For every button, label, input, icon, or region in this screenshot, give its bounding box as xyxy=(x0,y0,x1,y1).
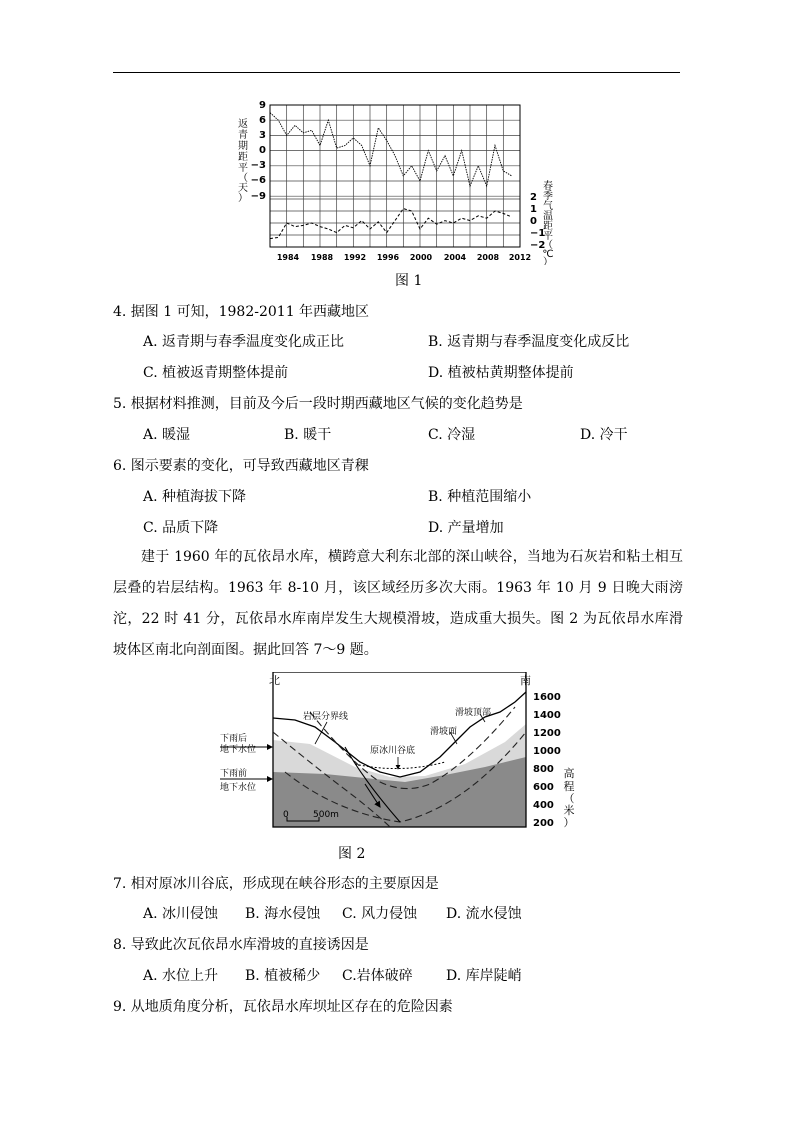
scale-length: 500m xyxy=(313,810,339,820)
q5-option-c[interactable]: C. 冷湿 xyxy=(428,427,476,443)
svg-text:距: 距 xyxy=(543,221,553,232)
south-label: 南 xyxy=(520,674,531,687)
figure-1-caption: 图 1 xyxy=(395,273,423,289)
left-tick: 6 xyxy=(259,115,266,126)
svg-text:米: 米 xyxy=(563,804,575,817)
figure-2-profile xyxy=(215,672,580,832)
q7-option-a[interactable]: A. 冰川侵蚀 xyxy=(143,906,219,922)
elev-tick: 600 xyxy=(533,782,554,793)
x-tick: 2008 xyxy=(476,253,500,262)
slide-top-label: 滑坡顶部 xyxy=(455,708,492,718)
q9-stem: 9. 从地质角度分析，瓦依昂水库坝址区存在的危险因素 xyxy=(113,999,453,1015)
left-axis-label xyxy=(238,118,248,204)
svg-text:期: 期 xyxy=(238,141,248,152)
q6-option-b[interactable]: B. 种植范围缩小 xyxy=(428,489,532,505)
right-tick: 2 xyxy=(530,192,537,203)
q5-option-b[interactable]: B. 暖干 xyxy=(284,427,332,443)
svg-text:℃: ℃ xyxy=(542,249,554,260)
series-greenup-anomaly xyxy=(270,113,512,187)
q7-option-b[interactable]: B. 海水侵蚀 xyxy=(245,906,321,922)
x-tick: 1984 xyxy=(276,253,300,262)
elev-tick: 800 xyxy=(533,764,554,775)
q6-stem: 6. 图示要素的变化，可导致西藏地区青稞 xyxy=(113,458,369,474)
right-tick: −2 xyxy=(530,240,546,251)
after-rain-label-1: 下雨后 xyxy=(220,734,248,744)
right-axis-label xyxy=(542,179,553,265)
q7-option-d[interactable]: D. 流水侵蚀 xyxy=(446,906,522,922)
old-valley-label: 原冰川谷底 xyxy=(370,746,416,756)
elev-tick: 1000 xyxy=(533,746,561,757)
svg-text:气: 气 xyxy=(543,201,553,212)
elevation-axis-label xyxy=(564,766,575,829)
q8-stem: 8. 导致此次瓦依昂水库滑坡的直接诱因是 xyxy=(113,937,369,953)
right-tick: −1 xyxy=(530,228,546,239)
left-tick: −6 xyxy=(250,175,266,186)
left-tick: 0 xyxy=(259,145,266,156)
q6-option-c[interactable]: C. 品质下降 xyxy=(143,520,219,536)
q5-stem: 5. 根据材料推测，目前及今后一段时期西藏地区气候的变化趋势是 xyxy=(113,396,523,412)
elev-tick: 1600 xyxy=(533,692,561,703)
q4-option-a[interactable]: A. 返青期与春季温度变化成正比 xyxy=(143,334,345,350)
before-rain-label-2: 地下水位 xyxy=(220,783,257,793)
q8-option-d[interactable]: D. 库岸陡峭 xyxy=(446,968,522,984)
x-tick: 1992 xyxy=(343,253,367,262)
q4-option-b[interactable]: B. 返青期与春季温度变化成反比 xyxy=(428,334,630,350)
q4-option-d[interactable]: D. 植被枯黄期整体提前 xyxy=(428,365,574,381)
layer-boundary-label: 岩层分界线 xyxy=(303,712,349,722)
svg-text:）: ） xyxy=(543,257,553,265)
q7-option-c[interactable]: C. 风力侵蚀 xyxy=(342,906,418,922)
x-tick: 1988 xyxy=(310,253,334,262)
svg-text:天: 天 xyxy=(238,183,248,194)
svg-text:青: 青 xyxy=(238,130,248,141)
svg-text:（: （ xyxy=(238,173,248,184)
x-tick: 2012 xyxy=(508,253,532,262)
elev-tick: 1400 xyxy=(533,710,561,721)
svg-text:程: 程 xyxy=(563,780,575,793)
svg-text:温: 温 xyxy=(543,211,553,222)
figure-2-caption: 图 2 xyxy=(338,846,366,862)
svg-text:（: （ xyxy=(563,792,575,805)
q6-option-a[interactable]: A. 种植海拔下降 xyxy=(143,489,247,505)
elev-tick: 1200 xyxy=(533,728,561,739)
elev-tick: 200 xyxy=(533,818,554,829)
north-label: 北 xyxy=(269,674,280,687)
right-tick: 0 xyxy=(530,216,537,227)
q4-option-c[interactable]: C. 植被返青期整体提前 xyxy=(143,365,289,381)
q8-option-b[interactable]: B. 植被稀少 xyxy=(245,968,321,984)
scale-zero: 0 xyxy=(283,810,289,820)
svg-text:季: 季 xyxy=(543,191,553,202)
q5-option-d[interactable]: D. 冷干 xyxy=(580,427,628,443)
q7-stem: 7. 相对原冰川谷底，形成现在峡谷形态的主要原因是 xyxy=(113,876,439,892)
svg-text:高: 高 xyxy=(563,767,575,780)
reading-passage: 建于 1960 年的瓦依昂水库，横跨意大利东北部的深山峡谷，当地为石灰岩和粘土相互层叠的岩层结构。1963 年 8-10 月，该区域经历多次大雨。1963 年 10 月 9 日晚大雨滂沱，22 时 41 分，瓦依昂水库南岸发生大规模滑坡，造成重大损失。图 2 为瓦依昂水库滑坡体区南北向剖面图。据此回答 7～9 题。 xyxy=(113,549,683,658)
elev-tick: 400 xyxy=(533,800,554,811)
left-tick: 9 xyxy=(259,100,266,111)
before-rain-label-1: 下雨前 xyxy=(220,769,248,779)
q8-option-a[interactable]: A. 水位上升 xyxy=(143,968,219,984)
header-rule xyxy=(113,72,680,73)
after-rain-label-2: 地下水位 xyxy=(220,745,257,755)
q6-option-d[interactable]: D. 产量增加 xyxy=(428,520,504,536)
series-spring-temp-anomaly xyxy=(270,209,512,239)
svg-text:（: （ xyxy=(543,240,553,251)
x-tick: 1996 xyxy=(376,253,400,262)
x-tick: 2004 xyxy=(443,253,467,262)
left-tick: −9 xyxy=(250,191,266,202)
q5-option-a[interactable]: A. 暖湿 xyxy=(143,427,191,443)
svg-text:平: 平 xyxy=(543,231,553,242)
svg-text:距: 距 xyxy=(238,152,248,163)
right-tick: 1 xyxy=(530,204,537,215)
svg-text:）: ） xyxy=(563,816,575,829)
svg-text:春: 春 xyxy=(543,181,553,192)
svg-text:返: 返 xyxy=(238,119,248,130)
q4-stem: 4. 据图 1 可知，1982-2011 年西藏地区 xyxy=(113,304,370,320)
svg-text:）: ） xyxy=(238,193,248,204)
q8-option-c[interactable]: C.岩体破碎 xyxy=(342,968,413,984)
left-tick: −3 xyxy=(250,160,266,171)
figure-1-chart xyxy=(230,95,570,265)
slide-surface-label: 滑坡面 xyxy=(430,727,458,737)
x-tick: 2000 xyxy=(409,253,433,262)
svg-text:平: 平 xyxy=(238,163,248,174)
left-tick: 3 xyxy=(259,130,266,141)
